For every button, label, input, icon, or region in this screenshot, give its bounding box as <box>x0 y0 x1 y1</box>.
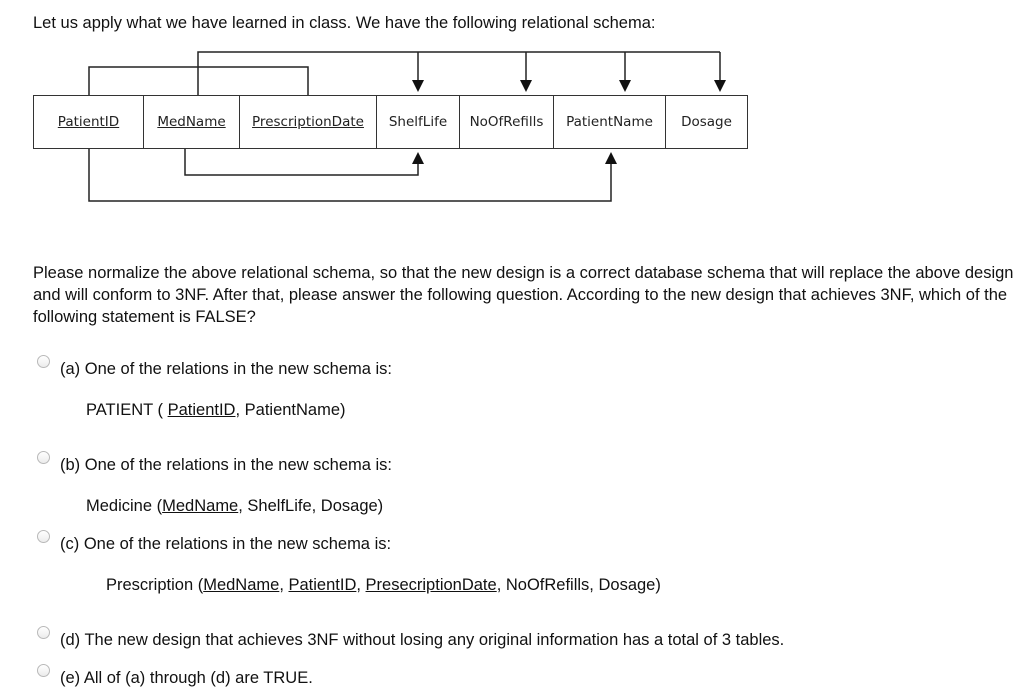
question-text: Please normalize the above relational schema, so that the new design is a correct database schema that will replace the above design and will conform to 3NF. After that, please answer the following question. According to the new design that achieves 3NF, which of the following statement is FALSE? <box>33 264 1014 326</box>
radio-option-c[interactable] <box>37 530 50 543</box>
radio-option-a[interactable] <box>37 355 50 368</box>
radio-option-b[interactable] <box>37 451 50 464</box>
option-c-relation: Prescription (MedName, PatientID, PresecriptionDate, NoOfRefills, Dosage) <box>106 576 661 594</box>
option-c-label: (c) One of the relations in the new schema is: <box>60 535 392 553</box>
attr-dosage: Dosage <box>665 95 748 149</box>
radio-option-d[interactable] <box>37 626 50 639</box>
attr-noofrefills: NoOfRefills <box>459 95 554 149</box>
option-e-label: (e) All of (a) through (d) are TRUE. <box>60 669 313 687</box>
radio-option-e[interactable] <box>37 664 50 677</box>
option-b-relation: Medicine (MedName, ShelfLife, Dosage) <box>86 497 384 515</box>
attr-medname: MedName <box>143 95 240 149</box>
attr-patientname: PatientName <box>553 95 666 149</box>
attr-shelflife: ShelfLife <box>376 95 460 149</box>
option-a-relation: PATIENT ( PatientID, PatientName) <box>86 401 346 419</box>
attr-patientid: PatientID <box>33 95 144 149</box>
option-a-label: (a) One of the relations in the new schema is: <box>60 360 392 378</box>
option-b-label: (b) One of the relations in the new schema is: <box>60 456 392 474</box>
intro-text: Let us apply what we have learned in class. We have the following relational schema: <box>33 14 656 32</box>
attr-prescriptiondate: PrescriptionDate <box>239 95 377 149</box>
option-d-label: (d) The new design that achieves 3NF without losing any original information has a total of 3 tables. <box>60 631 785 649</box>
